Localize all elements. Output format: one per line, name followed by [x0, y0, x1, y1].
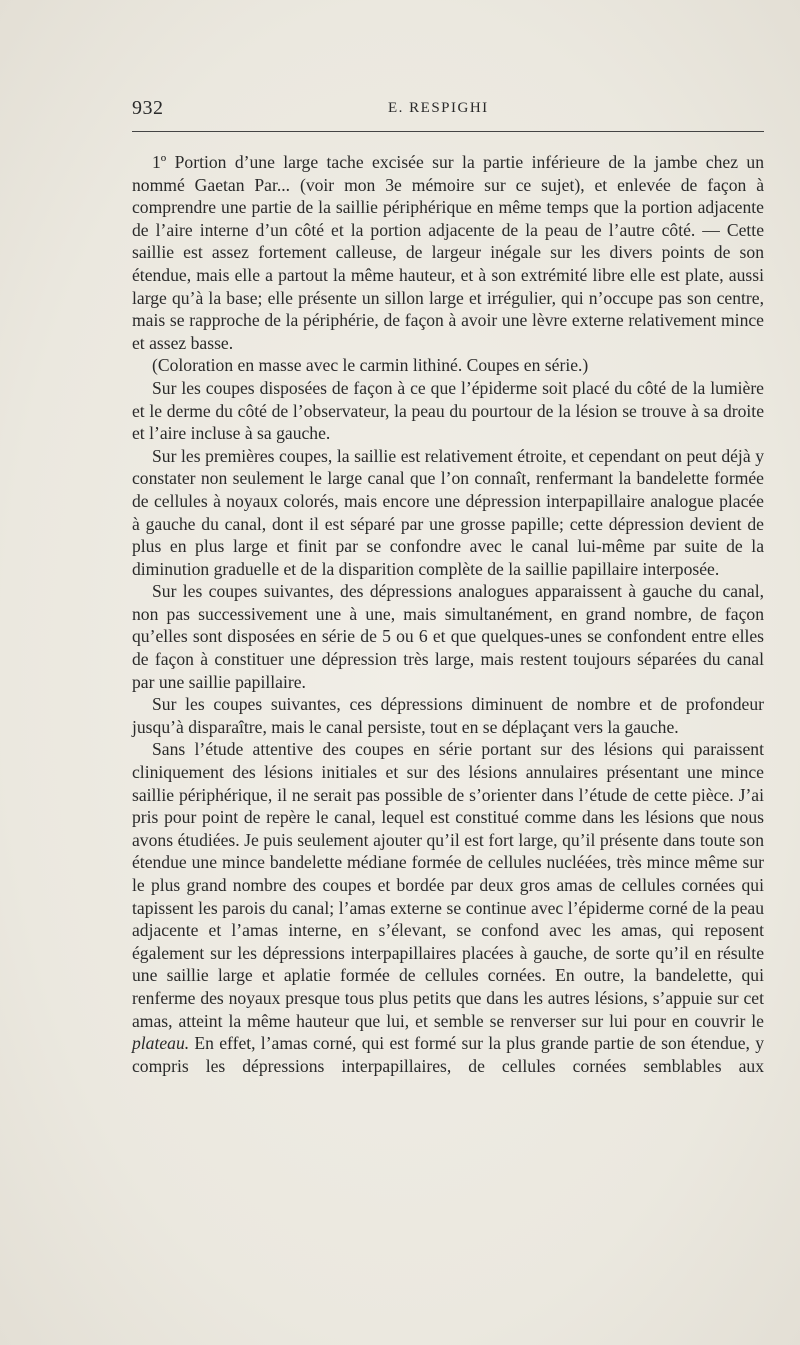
page-header: [132, 97, 764, 127]
paragraph-1: 1º Portion d’une large tache excisée sur la partie inférieure de la jambe chez un nommé Gaetan Par... (voir mon 3e mémoire sur ce sujet), et enlevée de façon à comprendre une partie de la saillie périphérique en même temps que la portion adjacente de l’aire interne d’un côté et la portion adjacente de la peau de l’autre côté. — Cette saillie est assez fortement calleuse, de largeur inégale sur les divers points de son étendue, mais elle a partout la même hauteur, et à son extrémité libre elle est plate, aussi large qu’à la base; elle présente un sillon large et irrégulier, qui n’occupe pas son centre, mais se rapproche de la périphérie, de façon à avoir une lèvre externe relativement mince et assez basse.: [132, 152, 764, 353]
paragraph-3: Sur les coupes disposées de façon à ce que l’épiderme soit placé du côté de la lumière et le derme du côté de l’observateur, la peau du pourtour de la lésion se trouve à sa droite et l’aire incluse à sa gauche.: [132, 377, 764, 444]
paragraph-4: Sur les premières coupes, la saillie est relativement étroite, et cependant on peut déjà y constater non seulement le large canal que l’on connaît, renfermant la bandelette formée de cellules à noyaux colorés, mais encore une dépression interpapillaire analogue placée à gauche du canal, dont il est séparé par une grosse papille; cette dépression devient de plus en plus large et finit par se confondre avec le canal lui-même par suite de la diminution graduelle et de la disparition complète de la saillie papillaire interposée.: [132, 445, 764, 579]
paragraph-7-text: Sans l’étude attentive des coupes en série portant sur des lésions qui paraissent cliniquement des lésions initiales et sur des lésions annulaires présentant une mince saillie périphérique, il ne serait pas possible de s’orienter dans l’étude de cette pièce. J’ai pris pour point de repère le canal, lequel est constitué comme dans les lésions que nous avons étudiées. Je puis seulement ajouter qu’il est fort large, qu’il présente dans toute son étendue une mince bandelette médiane formée de cellules nucléées, très mince même sur le plus grand nombre des coupes et bordée par deux gros amas de cellules cornées qui tapissent les parois du canal; l’amas externe se continue avec l’épiderme corné de la peau adjacente et l’amas interne, en s’élevant, se confond avec les amas, qui reposent également sur les dépressions interpapillaires placées à gauche, de sorte qu’il en résulte une saillie large et aplatie formée de cellules cornées. En outre, la bandelette, qui renferme des noyaux presque tous plus petits que dans les autres lésions, s’appuie sur cet amas, atteint la même hauteur que lui, et semble se renverser sur lui pour en couvrir le: [132, 739, 764, 1031]
paragraph-2: (Coloration en masse avec le carmin lithiné. Coupes en série.): [152, 355, 589, 376]
italic-term: plateau.: [132, 1033, 190, 1054]
page-number: 932: [132, 97, 164, 119]
body-text: [132, 151, 764, 1077]
paragraph-5: Sur les coupes suivantes, des dépressions analogues apparaissent à gauche du canal, non pas successivement une à une, mais simultanément, en grand nombre, de façon qu’elles sont disposées en série de 5 ou 6 et que quelques-unes se confondent entre elles de façon à constituer une dépression très large, mais restent toujours séparées du canal par une saillie papillaire.: [132, 581, 764, 692]
paragraph-7: [132, 738, 764, 1077]
running-head: E. RESPIGHI: [388, 100, 489, 116]
paragraph-7-tail: En effet, l’amas corné, qui est formé sur la plus grande partie de son étendue, y compris les dépressions interpapillaires, de cellules cornées semblables aux: [132, 1033, 764, 1076]
paragraph-6: Sur les coupes suivantes, ces dépressions diminuent de nombre et de profondeur jusqu’à disparaître, mais le canal persiste, tout en se déplaçant vers la gauche.: [132, 694, 764, 737]
header-rule: [132, 131, 764, 132]
